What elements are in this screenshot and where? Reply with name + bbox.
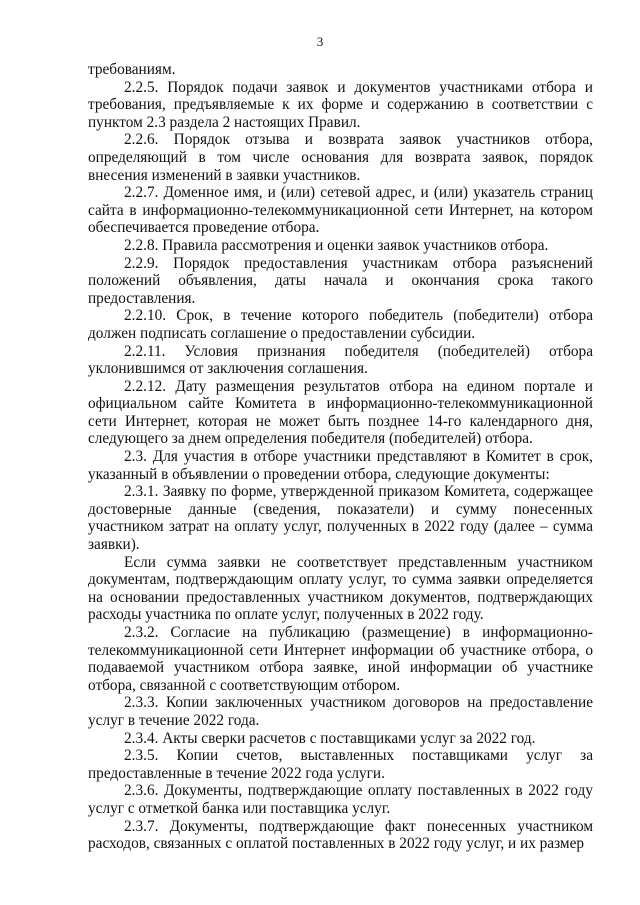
paragraph-2-3-7: 2.3.7. Документы, подтверждающие факт понесенных участником расходов, связанных с оплатой поставленных в 2022 году услуг, и их размер (88, 817, 593, 853)
page-number: 3 (316, 34, 324, 49)
paragraph-2-2-12: 2.2.12. Дату размещения результатов отбора на едином портале и официальном сайте Комитета в информационно-телекоммуникационной сети Интернет, которая не может быть позднее 14-го календарного дня, следующего за днем определения победителя (победителей) отбора. (88, 377, 593, 448)
paragraph-2-2-6: 2.2.6. Порядок отзыва и возврата заявок участников отбора, определяющий в том числе основания для возврата заявок, порядок внесения изменений в заявки участников. (88, 131, 593, 184)
paragraph-2-3: 2.3. Для участия в отборе участники представляют в Комитет в срок, указанный в объявлении о проведении отбора, следующие документы: (88, 448, 593, 483)
paragraph-2-2-8: 2.2.8. Правила рассмотрения и оценки заявок участников отбора. (124, 236, 549, 254)
paragraph-continuation: требованиям. (88, 61, 176, 78)
paragraph-2-2-10: 2.2.10. Срок, в течение которого победитель (победители) отбора должен подписать соглашение о предоставлении субсидии. (88, 307, 593, 342)
paragraph-2-2-11: 2.2.11. Условия признания победителя (победителей) отбора уклонившимся от заключения соглашения. (88, 342, 593, 378)
paragraph-2-3-6: 2.3.6. Документы, подтверждающие оплату поставленных в 2022 году услуг с отметкой банка или поставщика услуг. (88, 782, 593, 817)
paragraph-2-2-5: 2.2.5. Порядок подачи заявок и документов участниками отбора и требования, предъявляемые к их форме и содержанию в соответствии с пунктом 2.3 раздела 2 настоящих Правил. (88, 78, 593, 131)
paragraph-2-3-4: 2.3.4. Акты сверки расчетов с поставщиками услуг за 2022 год. (124, 729, 536, 747)
paragraph-2-2-9: 2.2.9. Порядок предоставления участникам отбора разъяснений положений объявления, даты начала и окончания срока такого предоставления. (88, 254, 593, 307)
paragraph-2-3-1: 2.3.1. Заявку по форме, утвержденной приказом Комитета, содержащее достоверные данные (сведения, показатели) и сумму понесенных участником затрат на оплату услуг, полученных в 2022 году (далее – сумма заявки). (88, 483, 593, 554)
paragraph-2-3-3: 2.3.3. Копии заключенных участником договоров на предоставление услуг в течение 2022 года. (88, 694, 593, 729)
paragraph-claim-amount-note: Если сумма заявки не соответствует представленным участником документам, подтверждающим оплату услуг, то сумма заявки определяется на основании предоставленных участником документов, подтверждающих расходы участника по оплате услуг, полученных в 2022 году. (88, 553, 593, 624)
document-body (88, 61, 593, 853)
paragraph-2-3-5: 2.3.5. Копии счетов, выставленных поставщиками услуг за предоставленные в течение 2022 года услуги. (88, 747, 593, 782)
paragraph-2-2-7: 2.2.7. Доменное имя, и (или) сетевой адрес, и (или) указатель страниц сайта в информационно-телекоммуникационной сети Интернет, на котором обеспечивается проведение отбора. (88, 184, 593, 237)
paragraph-2-3-2: 2.3.2. Согласие на публикацию (размещение) в информационно-телекоммуникационной сети Интернет информации об участнике отбора, о подаваемой участником отбора заявке, иной информации об участнике отбора, связанной с соответствующим отбором. (88, 624, 593, 694)
